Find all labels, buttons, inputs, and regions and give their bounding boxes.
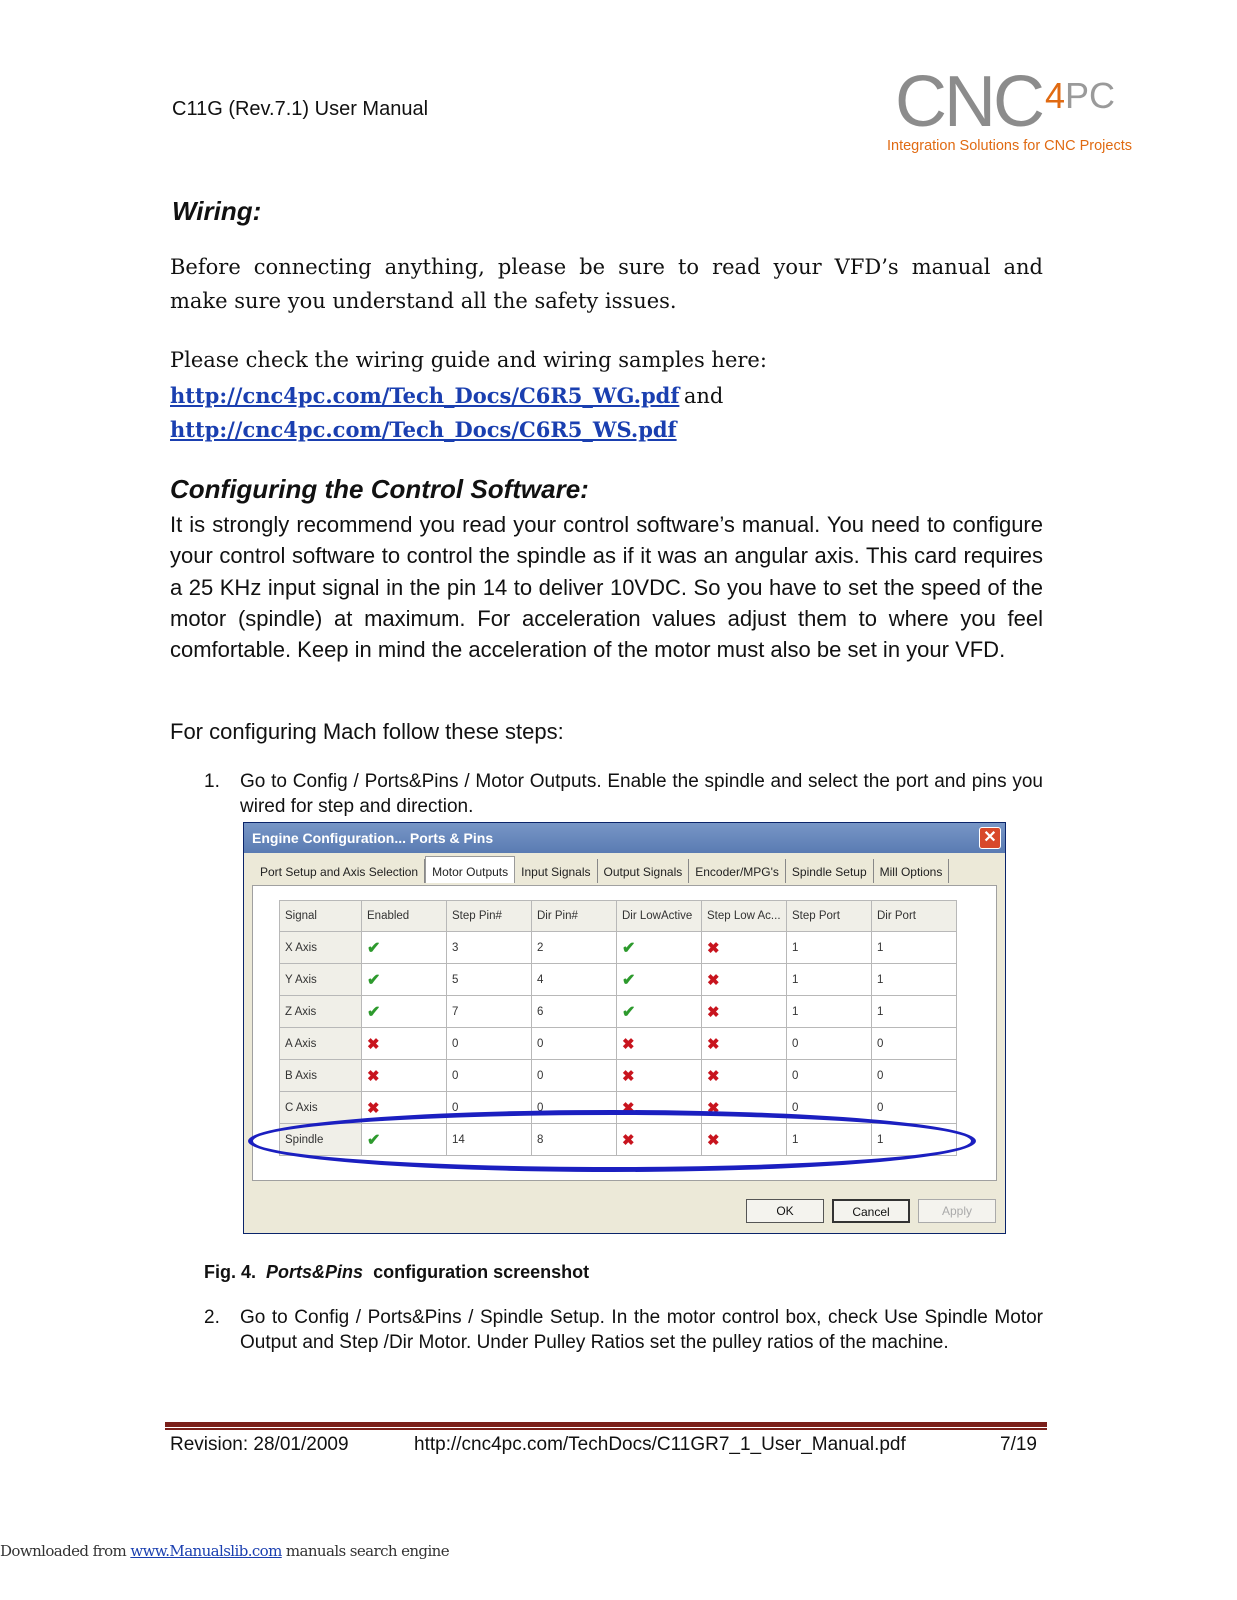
- cross-icon: ✖: [622, 1067, 635, 1085]
- tab-mill-options[interactable]: Mill Options: [874, 859, 950, 883]
- footer-rule: [165, 1422, 1047, 1427]
- table-row[interactable]: [280, 1028, 957, 1060]
- dir-pin-cell[interactable]: 8: [532, 1124, 617, 1156]
- enabled-cell[interactable]: [362, 964, 447, 996]
- step-pin-cell[interactable]: 0: [447, 1092, 532, 1124]
- step-lowactive-cell[interactable]: [702, 964, 787, 996]
- step-pin-cell[interactable]: 3: [447, 932, 532, 964]
- tab-port-setup[interactable]: Port Setup and Axis Selection: [254, 859, 425, 883]
- dir-lowactive-cell[interactable]: [617, 996, 702, 1028]
- cross-icon: ✖: [707, 971, 720, 989]
- download-credit: [0, 1542, 449, 1560]
- config-paragraph: It is strongly recommend you read your control software’s manual. You need to configure your control software to control the spindle as if it was an angular axis. This card requires a 25 KHz input signal in the pin 14 to deliver 10VDC. So you have to set the speed of the motor (spindle) at maximum. For acceleration values adjust them to where you feel comfortable. Keep in mind the acceleration of the motor must also be set in your VFD.: [170, 512, 1043, 663]
- cross-icon: ✖: [707, 1099, 720, 1117]
- dir-pin-cell[interactable]: 2: [532, 932, 617, 964]
- dialog-title: Engine Configuration... Ports & Pins: [244, 823, 1005, 853]
- cross-icon: ✖: [622, 1099, 635, 1117]
- mach-steps-intro: For configuring Mach follow these steps:: [170, 719, 564, 744]
- wiring-samples-link[interactable]: http://cnc4pc.com/Tech_Docs/C6R5_WS.pdf: [170, 417, 677, 442]
- figure-caption: [204, 1262, 589, 1283]
- signal-cell[interactable]: Z Axis: [280, 996, 362, 1028]
- step-port-cell[interactable]: 0: [787, 1028, 872, 1060]
- footer-page-number: 7/19: [1000, 1434, 1037, 1455]
- signal-cell[interactable]: C Axis: [280, 1092, 362, 1124]
- dir-port-cell[interactable]: 1: [872, 996, 957, 1028]
- signal-cell[interactable]: A Axis: [280, 1028, 362, 1060]
- step-pin-cell[interactable]: 14: [447, 1124, 532, 1156]
- check-icon: ✔: [622, 971, 636, 989]
- step-lowactive-cell[interactable]: [702, 1060, 787, 1092]
- dir-pin-cell[interactable]: 4: [532, 964, 617, 996]
- footer-rule-thin: [165, 1428, 1047, 1430]
- wiring-link-line-2: [170, 412, 677, 450]
- tab-encoder-mpg[interactable]: Encoder/MPG's: [689, 859, 786, 883]
- col-enabled: Enabled: [362, 901, 447, 932]
- enabled-cell[interactable]: [362, 932, 447, 964]
- cross-icon: ✖: [622, 1131, 635, 1149]
- check-icon: ✔: [367, 1003, 381, 1021]
- col-dir-lowactive: Dir LowActive: [617, 901, 702, 932]
- cross-icon: ✖: [622, 1035, 635, 1053]
- dir-port-cell[interactable]: 0: [872, 1028, 957, 1060]
- dir-pin-cell[interactable]: 0: [532, 1092, 617, 1124]
- enabled-cell[interactable]: [362, 1060, 447, 1092]
- caption-italic: Ports&Pins: [266, 1262, 364, 1282]
- cross-icon: ✖: [367, 1035, 380, 1053]
- table-row[interactable]: [280, 964, 957, 996]
- check-icon: ✔: [622, 1003, 636, 1021]
- step-port-cell[interactable]: 0: [787, 1092, 872, 1124]
- wiring-guide-link[interactable]: http://cnc4pc.com/Tech_Docs/C6R5_WG.pdf: [170, 383, 680, 408]
- signal-cell[interactable]: X Axis: [280, 932, 362, 964]
- download-suffix: manuals search engine: [281, 1542, 449, 1560]
- caption-rest: configuration screenshot: [373, 1262, 590, 1282]
- dir-pin-cell[interactable]: 0: [532, 1028, 617, 1060]
- logo-main-text: CNC: [895, 62, 1042, 142]
- wiring-link-line-1: [170, 378, 723, 416]
- cross-icon: ✖: [707, 1035, 720, 1053]
- col-step-port: Step Port: [787, 901, 872, 932]
- step-pin-cell[interactable]: 0: [447, 1060, 532, 1092]
- close-icon[interactable]: ✕: [979, 827, 1001, 849]
- wiring-heading: Wiring:: [172, 196, 262, 226]
- dir-lowactive-cell[interactable]: [617, 1028, 702, 1060]
- table-row[interactable]: [280, 932, 957, 964]
- dir-pin-cell[interactable]: 0: [532, 1060, 617, 1092]
- manualslib-link[interactable]: www.Manualslib.com: [130, 1542, 282, 1560]
- dir-lowactive-cell[interactable]: [617, 964, 702, 996]
- step-port-cell[interactable]: 1: [787, 932, 872, 964]
- check-icon: ✔: [622, 939, 636, 957]
- tab-motor-outputs[interactable]: Motor Outputs: [425, 856, 515, 883]
- dir-lowactive-cell[interactable]: [617, 932, 702, 964]
- logo-tagline: Integration Solutions for CNC Projects: [887, 138, 1132, 154]
- col-step-lowactive: Step Low Ac...: [702, 901, 787, 932]
- enabled-cell[interactable]: [362, 996, 447, 1028]
- col-signal: Signal: [280, 901, 362, 932]
- check-icon: ✔: [367, 939, 381, 957]
- step-2-text: Go to Config / Ports&Pins / Spindle Setup. In the motor control box, check Use Spindle Motor Output and Step /Dir Motor. Under Pulley Ratios set the pulley ratios of the machine.: [240, 1307, 1043, 1353]
- apply-button[interactable]: Apply: [918, 1199, 996, 1223]
- cnc4pc-logo: [885, 62, 1145, 167]
- enabled-cell[interactable]: [362, 1028, 447, 1060]
- and-text: and: [683, 384, 724, 408]
- step-pin-cell[interactable]: 0: [447, 1028, 532, 1060]
- dir-port-cell[interactable]: 0: [872, 1092, 957, 1124]
- cancel-button[interactable]: Cancel: [832, 1199, 910, 1223]
- signal-cell[interactable]: B Axis: [280, 1060, 362, 1092]
- step-1: [204, 770, 1044, 820]
- step-port-cell[interactable]: 0: [787, 1060, 872, 1092]
- cross-icon: ✖: [707, 1131, 720, 1149]
- step-lowactive-cell[interactable]: [702, 996, 787, 1028]
- document-title: C11G (Rev.7.1) User Manual: [172, 98, 429, 120]
- step-pin-cell[interactable]: 7: [447, 996, 532, 1028]
- config-heading: Configuring the Control Software:: [170, 474, 589, 504]
- table-row[interactable]: [280, 1060, 957, 1092]
- signal-cell[interactable]: Y Axis: [280, 964, 362, 996]
- wiring-paragraph-line-2: make sure you understand all the safety issues.: [170, 289, 677, 313]
- dir-pin-cell[interactable]: 6: [532, 996, 617, 1028]
- step-1-number: 1.: [204, 771, 220, 792]
- footer-url: http://cnc4pc.com/TechDocs/C11GR7_1_User_Manual.pdf: [414, 1434, 906, 1455]
- table-header-row: [280, 901, 957, 932]
- spindle-highlight-ellipse: [248, 1110, 976, 1172]
- dir-port-cell[interactable]: 1: [872, 1124, 957, 1156]
- col-dir-pin: Dir Pin#: [532, 901, 617, 932]
- step-lowactive-cell[interactable]: [702, 932, 787, 964]
- dir-port-cell[interactable]: 0: [872, 1060, 957, 1092]
- step-pin-cell[interactable]: 5: [447, 964, 532, 996]
- dir-port-cell[interactable]: 1: [872, 964, 957, 996]
- step-port-cell[interactable]: 1: [787, 1124, 872, 1156]
- dir-lowactive-cell[interactable]: [617, 1060, 702, 1092]
- footer-revision: Revision: 28/01/2009: [170, 1434, 349, 1455]
- signal-cell[interactable]: Spindle: [280, 1124, 362, 1156]
- ok-button[interactable]: OK: [746, 1199, 824, 1223]
- tab-input-signals[interactable]: Input Signals: [515, 859, 597, 883]
- cross-icon: ✖: [367, 1099, 380, 1117]
- col-dir-port: Dir Port: [872, 901, 957, 932]
- tab-spindle-setup[interactable]: Spindle Setup: [786, 859, 874, 883]
- step-port-cell[interactable]: 1: [787, 996, 872, 1028]
- logo-sup-text: 4PC: [1045, 75, 1116, 116]
- tab-output-signals[interactable]: Output Signals: [598, 859, 690, 883]
- ports-pins-dialog: [243, 822, 1006, 1234]
- step-2-number: 2.: [204, 1307, 220, 1328]
- cross-icon: ✖: [707, 1067, 720, 1085]
- cross-icon: ✖: [367, 1067, 380, 1085]
- col-step-pin: Step Pin#: [447, 901, 532, 932]
- check-icon: ✔: [367, 971, 381, 989]
- step-lowactive-cell[interactable]: [702, 1028, 787, 1060]
- caption-prefix: Fig. 4.: [204, 1262, 257, 1282]
- tab-bar: [254, 859, 949, 885]
- download-prefix: Downloaded from: [0, 1542, 131, 1560]
- wiring-paragraph-line-1: Before connecting anything, please be sure to read your VFD’s manual and: [170, 255, 1043, 279]
- step-2: [204, 1306, 1044, 1382]
- cross-icon: ✖: [707, 1003, 720, 1021]
- step-port-cell[interactable]: 1: [787, 964, 872, 996]
- check-icon: ✔: [367, 1131, 381, 1149]
- step-1-text: Go to Config / Ports&Pins / Motor Outputs. Enable the spindle and select the port and pins you wired for step and direction.: [240, 771, 1043, 817]
- wiring-guide-text: Please check the wiring guide and wiring samples here:: [170, 348, 767, 372]
- cross-icon: ✖: [707, 939, 720, 957]
- table-row[interactable]: [280, 996, 957, 1028]
- dir-port-cell[interactable]: 1: [872, 932, 957, 964]
